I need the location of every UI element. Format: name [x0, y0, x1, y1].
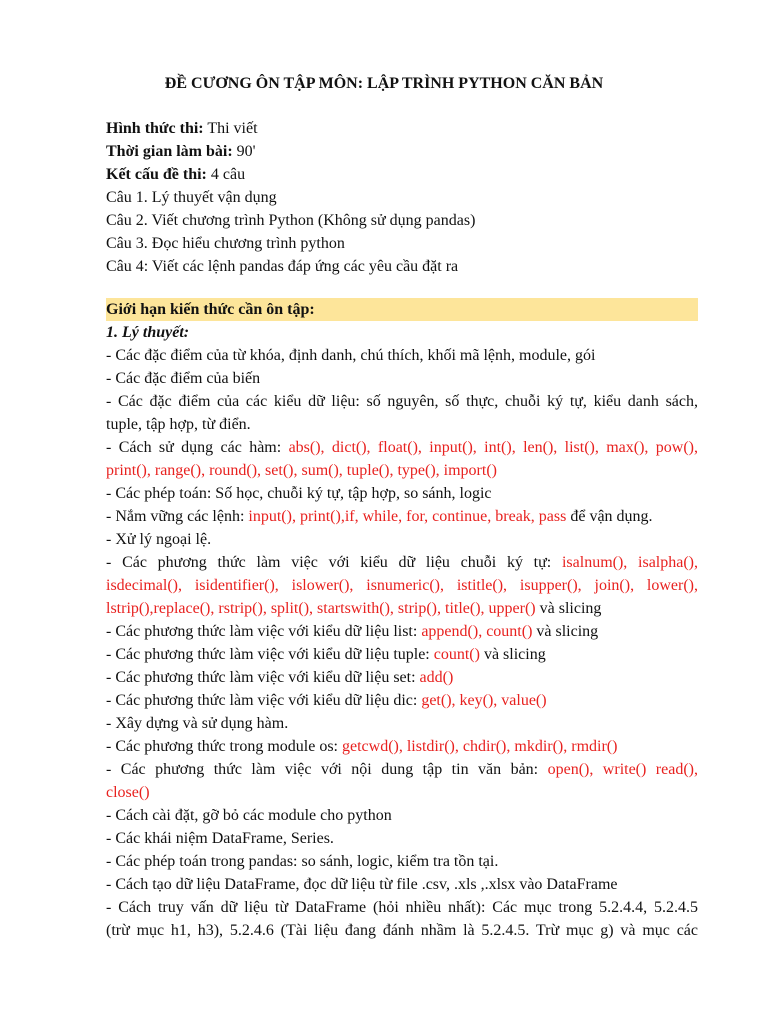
function-list: count() — [433, 646, 480, 663]
item-text: để vận dụng. — [566, 508, 653, 525]
item-text: - Nắm vững các lệnh: — [106, 508, 249, 525]
list-item: - Cách truy vấn dữ liệu từ DataFrame (hỏi nhiều nhất): Các mục trong 5.2.4.4, 5.2.4.5 — [106, 899, 698, 916]
exam-form-label: Hình thức thi: — [106, 120, 204, 137]
item-text: - Cách sử dụng các hàm: — [106, 439, 289, 456]
function-list: append(), count() — [421, 623, 533, 640]
document-title: ĐỀ CƯƠNG ÔN TẬP MÔN: LẬP TRÌNH PYTHON CĂN BẢN — [164, 75, 604, 92]
function-list: input(), print(),if, while, for, continue, break, pass — [248, 508, 567, 525]
function-list: close() — [106, 784, 150, 801]
exam-question-1: Câu 1. Lý thuyết vận dụng — [106, 189, 277, 206]
exam-form-value: Thi viết — [203, 120, 258, 137]
function-list: open(), write() read(), — [547, 761, 698, 778]
list-item: - Các đặc điểm của từ khóa, định danh, chú thích, khối mã lệnh, module, gói — [106, 347, 596, 364]
function-list: lstrip(),replace(), rstrip(), split(), startswith(), strip(), title(), upper() — [106, 600, 536, 617]
list-item-cont — [106, 781, 698, 804]
function-list: get(), key(), value() — [421, 692, 547, 709]
item-text: - Các phương thức làm việc với kiểu dữ liệu set: — [106, 669, 420, 686]
exam-question-3: Câu 3. Đọc hiểu chương trình python — [106, 235, 345, 252]
function-list: print(), range(), round(), set(), sum(), tuple(), type(), import() — [106, 462, 497, 479]
list-item — [106, 620, 698, 643]
list-item — [106, 666, 698, 689]
exam-question-2: Câu 2. Viết chương trình Python (Không sử dụng pandas) — [106, 212, 476, 229]
exam-time-label: Thời gian làm bài: — [106, 143, 233, 160]
exam-time-line — [106, 140, 698, 163]
function-list: abs(), dict(), float(), input(), int(), len(), list(), max(), pow(), — [288, 439, 698, 456]
item-text: - Các phương thức trong module os: — [106, 738, 342, 755]
list-item: - Các phép toán: Số học, chuỗi ký tự, tập hợp, so sánh, logic — [106, 485, 492, 502]
list-item — [106, 505, 698, 528]
list-item: - Xử lý ngoại lệ. — [106, 531, 212, 548]
exam-structure-value: 4 câu — [206, 166, 246, 183]
list-item — [106, 758, 698, 781]
list-item-cont — [106, 597, 698, 620]
exam-time-value: 90' — [232, 143, 256, 160]
item-text: - Các phương thức làm việc với kiểu dữ liệu list: — [106, 623, 422, 640]
list-item: - Xây dựng và sử dụng hàm. — [106, 715, 289, 732]
list-item: - Các khái niệm DataFrame, Series. — [106, 830, 334, 847]
list-item-cont: tuple, tập hợp, từ điển. — [106, 416, 251, 433]
list-item: - Các đặc điểm của các kiểu dữ liệu: số nguyên, số thực, chuỗi ký tự, kiểu danh sách, — [106, 393, 698, 410]
item-text: và slicing — [479, 646, 546, 663]
list-item — [106, 643, 698, 666]
list-item-cont: (trừ mục h1, h3), 5.2.4.6 (Tài liệu đang đánh nhầm là 5.2.4.5. Trừ mục g) và mục các — [106, 922, 698, 939]
function-list: isalnum(), isalpha(), — [561, 554, 698, 571]
list-item: - Các đặc điểm của biến — [106, 370, 261, 387]
list-item — [106, 551, 698, 574]
function-list: getcwd(), listdir(), chdir(), mkdir(), rmdir() — [342, 738, 618, 755]
scope-heading: Giới hạn kiến thức cần ôn tập: — [106, 298, 698, 321]
section-1-title: 1. Lý thuyết: — [106, 324, 190, 341]
exam-form-line — [106, 117, 698, 140]
exam-info — [106, 117, 698, 278]
list-item: - Các phép toán trong pandas: so sánh, logic, kiểm tra tồn tại. — [106, 853, 499, 870]
list-item: - Cách cài đặt, gỡ bỏ các module cho python — [106, 807, 392, 824]
function-list: isdecimal(), isidentifier(), islower(), isnumeric(), istitle(), isupper(), join(), lower(), — [106, 577, 698, 594]
item-text: - Các phương thức làm việc với kiểu dữ liệu dic: — [106, 692, 422, 709]
item-text: - Các phương thức làm việc với kiểu dữ liệu tuple: — [106, 646, 434, 663]
exam-structure-label: Kết cấu đề thi: — [106, 166, 207, 183]
item-text: và slicing — [535, 600, 602, 617]
exam-question-4: Câu 4: Viết các lệnh pandas đáp ứng các yêu cầu đặt ra — [106, 258, 459, 275]
item-text: - Các phương thức làm việc với kiểu dữ liệu chuỗi ký tự: — [106, 554, 562, 571]
list-item-cont — [106, 459, 698, 482]
list-item: - Cách tạo dữ liệu DataFrame, đọc dữ liệu từ file .csv, .xls ,.xlsx vào DataFrame — [106, 876, 618, 893]
list-item — [106, 735, 698, 758]
item-text: và slicing — [532, 623, 599, 640]
list-item — [106, 689, 698, 712]
function-list: add() — [419, 669, 454, 686]
item-text: - Các phương thức làm việc với nội dung tập tin văn bản: — [106, 761, 548, 778]
list-item-cont — [106, 574, 698, 597]
list-item — [106, 436, 698, 459]
exam-structure-line — [106, 163, 698, 186]
scope-section — [106, 298, 698, 942]
